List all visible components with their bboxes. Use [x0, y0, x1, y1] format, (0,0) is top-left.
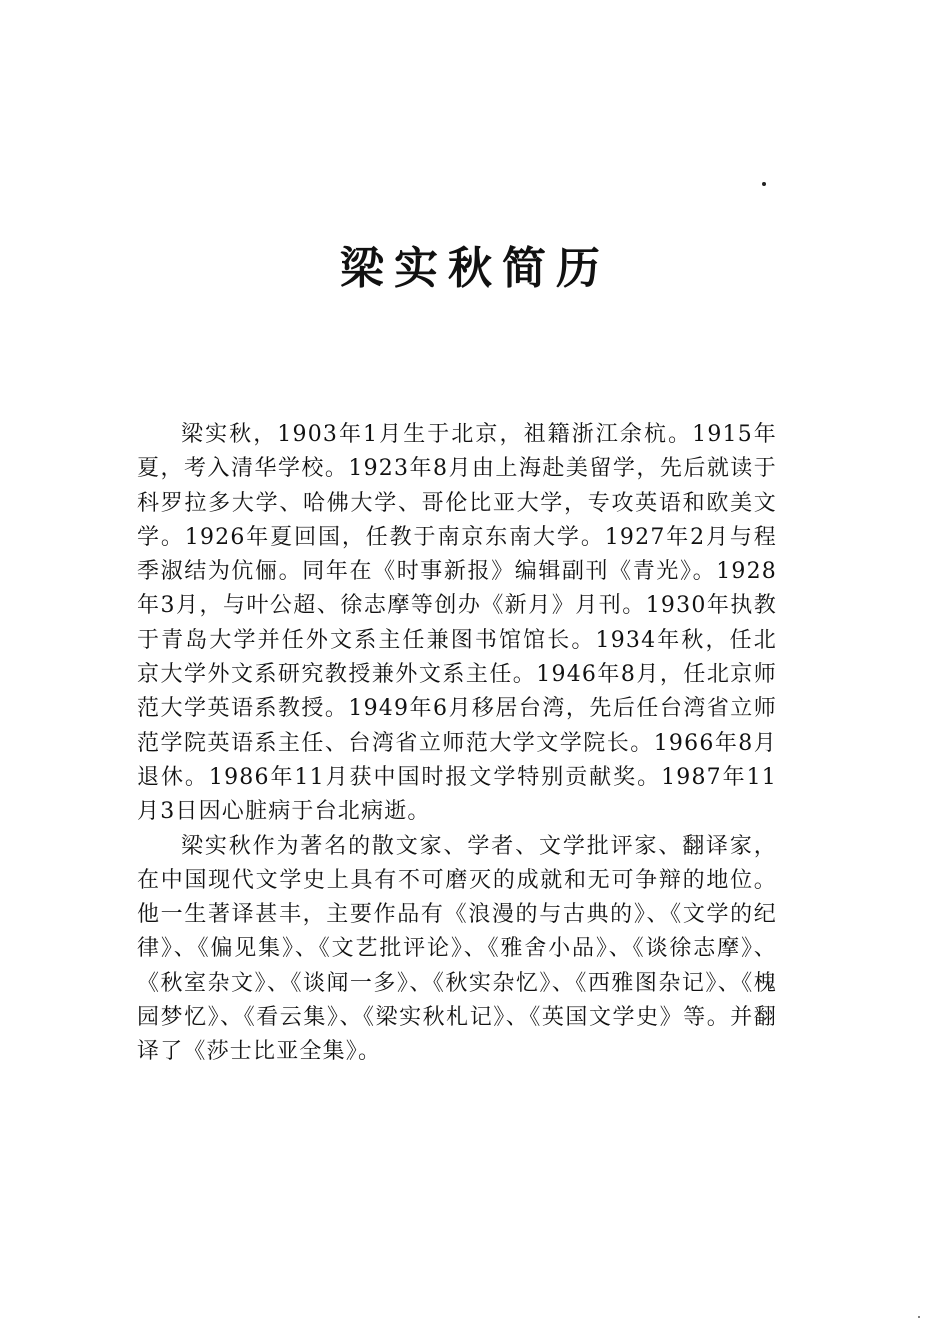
- scan-speck: [918, 1316, 920, 1318]
- biography-body: [137, 418, 777, 1070]
- paragraph-works: 梁实秋作为著名的散文家、学者、文学批评家、翻译家，在中国现代文学史上具有不可磨灭的成就和无可争辩的地位。他一生著译甚丰，主要作品有《浪漫的与古典的》、《文学的纪律》、《偏见集》、《文艺批评论》、《雅舍小品》、《谈徐志摩》、《秋室杂文》、《谈闻一多》、《秋实杂忆》、《西雅图杂记》、《槐园梦忆》、《看云集》、《梁实秋札记》、《英国文学史》等。并翻译了《莎士比亚全集》。: [137, 833, 777, 1065]
- paragraph-biography: 梁实秋，1903年1月生于北京，祖籍浙江余杭。1915年夏，考入清华学校。1923年8月由上海赴美留学，先后就读于科罗拉多大学、哈佛大学、哥伦比亚大学，专攻英语和欧美文学。1926年夏回国，任教于南京东南大学。1927年2月与程季淑结为伉俪。同年在《时事新报》编辑副刊《青光》。1928年3月，与叶公超、徐志摩等创办《新月》月刊。1930年执教于青岛大学并任外文系主任兼图书馆馆长。1934年秋，任北京大学外文系研究教授兼外文系主任。1946年8月，任北京师范大学英语系教授。1949年6月移居台湾，先后任台湾省立师范学院英语系主任、台湾省立师范大学文学院长。1966年8月退休。1986年11月获中国时报文学特别贡献奖。1987年11月3日因心脏病于台北病逝。: [137, 422, 777, 825]
- scan-dot: [762, 182, 766, 186]
- page-title: 梁实秋简历: [340, 243, 610, 295]
